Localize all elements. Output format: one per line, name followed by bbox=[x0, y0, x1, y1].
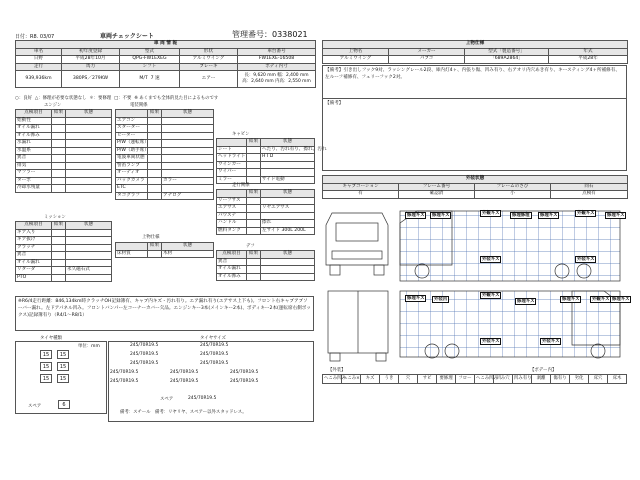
check-item-label: 始動性 bbox=[16, 117, 52, 125]
col-header: 走行 bbox=[16, 63, 62, 71]
check-result bbox=[247, 154, 261, 162]
vehicle-info-heading: 車 両 情 報 bbox=[16, 41, 316, 49]
body-legend-item: 床木 bbox=[608, 375, 627, 384]
tire-size-entry: 245/70R19.5 bbox=[200, 352, 229, 357]
check-row bbox=[116, 250, 214, 258]
engine-heading: エンジン bbox=[44, 103, 62, 108]
tire-mid-left: 15 bbox=[40, 362, 52, 371]
check-result bbox=[52, 185, 66, 193]
ext-legend-item: 穴 bbox=[399, 375, 418, 384]
check-status bbox=[66, 117, 112, 125]
damage-tag: 修理キズ bbox=[407, 296, 425, 301]
ext-legend-item: へこみ凹み bbox=[323, 375, 342, 384]
check-item-label: 電波車両状態 bbox=[116, 155, 148, 163]
check-status bbox=[162, 185, 214, 193]
check-item-label: スターター bbox=[116, 125, 148, 133]
body-legend-item: 凹み有り bbox=[513, 375, 532, 384]
check-item-label: オイル漏れ bbox=[217, 266, 247, 274]
check-status: H I D bbox=[261, 154, 315, 162]
col-header: 型式 bbox=[120, 48, 180, 56]
check-status: 木材 bbox=[162, 250, 214, 258]
top-spec-remarks-table bbox=[322, 65, 627, 171]
check-item-label: 異音 bbox=[16, 252, 52, 260]
check-row bbox=[116, 125, 214, 133]
damage-tag: 外観キズ bbox=[577, 211, 595, 216]
check-row bbox=[217, 161, 315, 169]
check-status bbox=[162, 155, 214, 163]
check-status bbox=[66, 125, 112, 133]
check-item-label: 水温系 bbox=[16, 147, 52, 155]
check-row bbox=[16, 162, 112, 170]
check-row bbox=[16, 274, 112, 282]
check-row bbox=[16, 252, 112, 260]
check-status bbox=[66, 155, 112, 163]
check-status bbox=[66, 252, 112, 260]
check-status bbox=[66, 237, 112, 245]
check-status bbox=[66, 185, 112, 193]
check-result bbox=[52, 132, 66, 140]
check-result bbox=[52, 155, 66, 163]
check-row bbox=[16, 267, 112, 275]
check-result bbox=[247, 205, 261, 213]
sheet-title: 車両チェックシート bbox=[100, 33, 154, 40]
check-item-label: クラッチ bbox=[16, 244, 52, 252]
check-status bbox=[162, 170, 214, 178]
uplift-year: 平成28年 bbox=[549, 56, 628, 64]
col-header: 初年度登録 bbox=[62, 48, 120, 56]
rear-view bbox=[328, 291, 388, 361]
damage-tag: 修理修理 bbox=[512, 213, 530, 218]
check-status bbox=[66, 170, 112, 178]
check-row bbox=[217, 227, 315, 235]
uplift-table: 結果 状態 床材質 木材 bbox=[115, 242, 214, 258]
check-status bbox=[66, 147, 112, 155]
check-result bbox=[52, 170, 66, 178]
tire-size-entry: 245/70R19.5 bbox=[130, 343, 159, 348]
remarks-text: ※R6/4走行距離：846,134km時クラッチOH記録簿有、キャブ内キズ・汚れ有り。エア漏れ有り(エアサス上下も)。フロント右キャブアブソーバー漏れ。左ドアパネル凹み。フロントバンパー左コーナーカバー欠品。エンジンキー3本(メインキー2本)、ボディキー2本(運転席右側ボックス)記録簿有り（R4/1〜R8/1） bbox=[16, 297, 314, 331]
spare-label: スペア bbox=[28, 404, 42, 409]
check-result bbox=[247, 161, 261, 169]
unit-label: 単位：mm bbox=[78, 344, 100, 349]
engine-table: 点検項目 結果 状態 始動性 オイル漏れ オイル滲み 水漏れ 水温系 異音 排気 マフラー ターボ 冷却水残量 bbox=[15, 109, 112, 193]
remarks-table bbox=[15, 296, 314, 331]
uplift-heading: 上物仕様 bbox=[142, 235, 160, 240]
check-result bbox=[247, 169, 261, 177]
body-legend-item: 傷有り bbox=[551, 375, 570, 384]
check-item-label: ギア入り bbox=[16, 229, 52, 237]
body-legend-item: 床穴 bbox=[589, 375, 608, 384]
check-status bbox=[261, 161, 315, 169]
check-item-label: ターボ bbox=[16, 177, 52, 185]
col-header: ボディ内寸 bbox=[238, 63, 316, 71]
check-result bbox=[52, 177, 66, 185]
check-result bbox=[148, 162, 162, 170]
check-result bbox=[52, 274, 66, 282]
check-status bbox=[66, 132, 112, 140]
def-heading: デフ bbox=[246, 244, 255, 249]
check-result bbox=[52, 259, 66, 267]
ext-legend-item: うき bbox=[380, 375, 399, 384]
check-status bbox=[261, 266, 315, 274]
check-item-label: リーフサス bbox=[217, 197, 247, 205]
uplift-serial: 「689A2864」 bbox=[465, 56, 549, 64]
check-status bbox=[162, 125, 214, 133]
damage-tag: 外観キズ bbox=[592, 297, 610, 302]
ext-legend-item: へこみ× bbox=[342, 375, 361, 384]
check-row bbox=[16, 237, 112, 245]
damage-tag: 修理キズ bbox=[607, 213, 625, 218]
body-inner-dims: 長：9,620 mm 幅：2,400 mm 高：2,640 mm 内高：2,550 mm bbox=[238, 71, 316, 88]
check-result bbox=[247, 146, 261, 154]
check-result bbox=[52, 117, 66, 125]
check-result bbox=[52, 140, 66, 148]
check-result bbox=[52, 147, 66, 155]
check-status: 擦れ bbox=[261, 220, 315, 228]
check-result bbox=[52, 267, 66, 275]
check-result bbox=[247, 258, 261, 266]
ext-legend-item: キズ bbox=[361, 375, 380, 384]
check-status: リヤエアサス bbox=[261, 205, 315, 213]
check-row bbox=[16, 147, 112, 155]
damage-tag: 外観キズ bbox=[482, 211, 500, 216]
ext-legend-item: サビ bbox=[418, 375, 437, 384]
col-header: 馬力 bbox=[62, 63, 120, 71]
check-item-label: エアコン bbox=[116, 117, 148, 125]
def-table: 点検項目 結果 状態 異音 オイル漏れ オイル滲み bbox=[216, 250, 315, 281]
check-row bbox=[217, 205, 315, 213]
check-status bbox=[261, 169, 315, 177]
damage-tag: 外装キズ bbox=[542, 339, 560, 344]
damage-tag: 修理キズ bbox=[517, 299, 535, 304]
check-row bbox=[116, 155, 214, 163]
check-item-label: オイル滲み bbox=[16, 132, 52, 140]
shift: M/T 7 速 bbox=[120, 71, 180, 88]
check-row bbox=[16, 244, 112, 252]
check-item-label: 床材質 bbox=[116, 250, 148, 258]
damage-tag: 外装凹 bbox=[434, 297, 448, 302]
tire-spare-label: スペア bbox=[160, 397, 174, 402]
check-row bbox=[217, 154, 315, 162]
check-status: カラー bbox=[162, 177, 214, 185]
tire-rear-right: 15 bbox=[57, 374, 69, 383]
check-status bbox=[261, 197, 315, 205]
check-row bbox=[116, 177, 214, 185]
body-legend-item: へこみ凹み bbox=[475, 375, 494, 384]
mission-table: 点検項目 結果 状態 ギア入り ギア抜け クラッチ 異音 オイル漏れ リターダ 永久磁石式 PTO bbox=[15, 221, 112, 282]
check-row bbox=[116, 185, 214, 193]
check-status: 永久磁石式 bbox=[66, 267, 112, 275]
check-result bbox=[148, 250, 162, 258]
check-row bbox=[217, 197, 315, 205]
check-result bbox=[148, 170, 162, 178]
check-item-label: ETC bbox=[116, 185, 148, 193]
tire-size-entry: 245/70R19.5 bbox=[200, 361, 229, 366]
check-status bbox=[162, 140, 214, 148]
check-row bbox=[16, 177, 112, 185]
check-result bbox=[247, 212, 261, 220]
ext-legend-item: フロー bbox=[456, 375, 475, 384]
check-item-label: PTO bbox=[16, 274, 52, 282]
damage-tag: 修理キズ bbox=[407, 213, 425, 218]
tire-size-entry: 245/70R19.5 bbox=[110, 379, 139, 384]
running-heading: 走行関係 bbox=[232, 183, 250, 188]
exterior-heading: 外装状態 bbox=[323, 176, 628, 184]
check-row bbox=[217, 169, 315, 177]
check-row bbox=[217, 258, 315, 266]
front-view bbox=[326, 213, 388, 275]
date-label: 日付：R8. 03/07 bbox=[15, 34, 55, 40]
check-result bbox=[247, 266, 261, 274]
check-row bbox=[217, 146, 315, 154]
check-row bbox=[116, 192, 214, 200]
vehicle-name: 日野 bbox=[16, 56, 62, 64]
check-status bbox=[66, 229, 112, 237]
body-legend-item: 剥離 bbox=[532, 375, 551, 384]
check-row bbox=[217, 273, 315, 281]
check-item-label: ギア抜け bbox=[16, 237, 52, 245]
chassis-number: FW1EXE-16508 bbox=[238, 56, 316, 64]
tire-spare: 6 bbox=[58, 400, 70, 409]
check-row bbox=[16, 185, 112, 193]
tire-size-entry: 245/70R19.5 bbox=[200, 343, 229, 348]
management-number: 管理番号：0338021 bbox=[232, 30, 308, 39]
top-spec-remarks-2: 【備考】 bbox=[323, 99, 627, 171]
check-status bbox=[162, 132, 214, 140]
check-result bbox=[247, 197, 261, 205]
tire-spare-size: 245/70R19.5 bbox=[188, 396, 217, 401]
tire-size-entry: 245/70R19.5 bbox=[170, 370, 199, 375]
check-item-label: P/W（助手席） bbox=[117, 147, 149, 153]
check-status bbox=[66, 259, 112, 267]
top-spec-remarks: 【備考】引き出しフック9対、ラッシングレール2段、庫内灯4ヶ、内張り傷、凹み有り、右アオリ内穴あき有り、キースティング4ヶ所補修有、左ルーフ補修有、フェリーフック2対。 bbox=[323, 66, 627, 99]
tire-size-entry: 245/70R19.5 bbox=[130, 361, 159, 366]
body-shape: アルミウイング bbox=[180, 56, 238, 64]
col-header: 形状 bbox=[180, 48, 238, 56]
check-result bbox=[148, 155, 162, 163]
check-row bbox=[16, 140, 112, 148]
running-table: 結果 状態 リーフサス エアサス リヤエアサス パワステ ハンドル 擦れ 燃料タンク 左サイド 300L 200L bbox=[216, 189, 315, 235]
check-result bbox=[148, 185, 162, 193]
check-row bbox=[16, 117, 112, 125]
check-result bbox=[52, 162, 66, 170]
truck-diagram bbox=[322, 203, 627, 363]
check-item-label: ヘッドライト bbox=[218, 154, 246, 159]
frame-number: 確認済 bbox=[399, 191, 475, 199]
check-item-label: 警笛ランプ bbox=[116, 162, 148, 170]
check-result bbox=[247, 220, 261, 228]
check-status bbox=[261, 258, 315, 266]
check-result bbox=[148, 140, 162, 148]
mission-heading: ミッション bbox=[44, 215, 66, 220]
check-item-label: シート bbox=[217, 146, 247, 154]
check-status bbox=[66, 244, 112, 252]
check-result bbox=[148, 117, 162, 125]
tire-type-heading: タイヤ種類 bbox=[40, 336, 62, 341]
ext-legend-item: 要修理 bbox=[437, 375, 456, 384]
check-status: 左サイド 300L 200L bbox=[261, 227, 315, 235]
check-row bbox=[116, 162, 214, 170]
check-status bbox=[162, 162, 214, 170]
side-view bbox=[400, 211, 620, 281]
check-status: へたり、汚れ有り、擦れ、汚れ bbox=[262, 146, 327, 152]
electrical-heading: 電装関係 bbox=[130, 103, 148, 108]
check-item-label: オイル滲み bbox=[217, 273, 247, 281]
damage-tag: 外装キズ bbox=[482, 257, 500, 262]
check-row bbox=[16, 170, 112, 178]
check-item-label: 水漏れ bbox=[16, 140, 52, 148]
tire-front-right: 15 bbox=[57, 350, 69, 359]
check-item-label: ハンドル bbox=[217, 220, 247, 228]
col-header: 車名 bbox=[16, 48, 62, 56]
damage-tag: 外観キズ bbox=[482, 293, 500, 298]
check-status bbox=[261, 212, 315, 220]
body-legend-item: 凹み穴 bbox=[494, 375, 513, 384]
check-item-label: ヒーター bbox=[116, 132, 148, 140]
check-row bbox=[116, 132, 214, 140]
check-item-label: 排気 bbox=[16, 162, 52, 170]
check-result bbox=[52, 229, 66, 237]
check-row bbox=[217, 266, 315, 274]
damage-tag: 修理キズ bbox=[562, 297, 580, 302]
tire-size-entry: 245/70R19.5 bbox=[230, 370, 259, 375]
check-item-label: マフラー bbox=[16, 170, 52, 178]
col-header: シフト bbox=[120, 63, 180, 71]
body-legend-item: 劣化 bbox=[570, 375, 589, 384]
horsepower: 380PS／279KW bbox=[62, 71, 120, 88]
exterior-table: 外装状態 キャブコーション フレーム番号 フレームのさび 同石 有 確認済 小 点検有 bbox=[322, 175, 628, 199]
electrical-table: 結果 状態 エアコン スターター ヒーター P/W（運転席） P/W（助手席） 電波車両状態 警笛ランプ オーディオ バックカメラ カラー ETC タコグラフ アナログ bbox=[115, 109, 214, 200]
damage-tag: 修理キズ bbox=[432, 213, 450, 218]
check-status: サイド電動 bbox=[261, 176, 315, 184]
tire-footer: 備考：スチール 備考：リヤリヤ、スペアー以外スタッドレス。 bbox=[120, 410, 247, 415]
check-result bbox=[52, 244, 66, 252]
tire-mid-right: 15 bbox=[57, 362, 69, 371]
check-status: アナログ bbox=[162, 192, 214, 200]
check-result bbox=[52, 237, 66, 245]
check-result bbox=[148, 177, 162, 185]
check-result bbox=[148, 147, 162, 155]
check-status bbox=[66, 177, 112, 185]
tire-size-heading: タイヤサイズ bbox=[200, 336, 226, 341]
cabin-table: 結果 状態 シート へたり、汚れ有り、擦れ、汚れ ヘッドライト H I D ウインカー ワイパー ミラー サイド電動 bbox=[218, 139, 327, 182]
check-item-label: ミラー bbox=[217, 176, 247, 184]
check-item-label: 異音 bbox=[217, 258, 247, 266]
check-item-label: エアサス bbox=[217, 205, 247, 213]
tire-size-entry: 245/70R19.5 bbox=[230, 379, 259, 384]
check-result bbox=[52, 252, 66, 260]
check-result bbox=[148, 132, 162, 140]
check-item-label: ワイパー bbox=[217, 169, 247, 177]
check-result bbox=[148, 125, 162, 133]
frame-rust: 小 bbox=[475, 191, 551, 199]
cabin-heading: キャビン bbox=[232, 132, 250, 137]
check-item-label: オイル漏れ bbox=[16, 259, 52, 267]
check-result bbox=[52, 125, 66, 133]
check-item-label: ウインカー bbox=[217, 161, 247, 169]
check-item-label: オーディオ bbox=[116, 170, 148, 178]
check-item-label: 異音 bbox=[16, 155, 52, 163]
tire-size-entry: 245/70R19.5 bbox=[110, 370, 139, 375]
uplift-name: アルミウイング bbox=[323, 56, 389, 64]
brake: エアー bbox=[180, 71, 238, 88]
check-item-label: タコグラフ bbox=[116, 192, 148, 200]
legend: ○：良好 △：修理が必要な状態なし ＊：要修理 □：不要 ※ あくまでも全体的見た目によるものです bbox=[15, 96, 219, 101]
exterior-legend-table bbox=[322, 374, 627, 384]
check-status bbox=[66, 274, 112, 282]
damage-tag: 外装キズ bbox=[577, 257, 595, 262]
top-spec-table: 上物仕様 上物名 メーカー 型式「製造番号」 年式 アルミウイング パブコ 「689A2864」 平成28年 bbox=[322, 40, 628, 64]
check-row bbox=[116, 117, 214, 125]
check-result bbox=[148, 192, 162, 200]
uplift-maker: パブコ bbox=[389, 56, 465, 64]
check-item-label: バックカメラ bbox=[116, 177, 148, 185]
damage-tag: 修理キズ bbox=[540, 213, 558, 218]
check-item-label: P/W（運転席） bbox=[117, 140, 149, 145]
check-row bbox=[16, 132, 112, 140]
stone-chip: 点検有 bbox=[551, 191, 628, 199]
top-spec-heading: 上物仕様 bbox=[323, 41, 628, 49]
body-legend-label: 【ボデー内】 bbox=[530, 368, 557, 373]
mileage: 939,936km bbox=[16, 71, 62, 88]
first-registration: 平成28年10月 bbox=[62, 56, 120, 64]
check-status bbox=[162, 147, 214, 155]
ext-legend-label: 【外装】 bbox=[328, 368, 346, 373]
check-status bbox=[162, 117, 214, 125]
vehicle-info-table bbox=[15, 40, 316, 88]
check-status bbox=[66, 140, 112, 148]
col-header: 車台番号 bbox=[238, 48, 316, 56]
check-item-label: パワステ bbox=[217, 212, 247, 220]
check-row bbox=[116, 147, 214, 155]
tire-front-left: 15 bbox=[40, 350, 52, 359]
check-row bbox=[116, 170, 214, 178]
check-row bbox=[16, 125, 112, 133]
check-row bbox=[16, 259, 112, 267]
damage-tag: 外装キズ bbox=[482, 339, 500, 344]
check-row bbox=[217, 220, 315, 228]
check-item-label: 燃料タンク bbox=[217, 227, 247, 235]
check-row bbox=[16, 155, 112, 163]
tire-rear-left: 15 bbox=[40, 374, 52, 383]
check-row bbox=[16, 229, 112, 237]
check-result bbox=[247, 273, 261, 281]
check-status bbox=[66, 162, 112, 170]
check-item-label: オイル漏れ bbox=[16, 125, 52, 133]
check-status bbox=[261, 273, 315, 281]
check-row bbox=[217, 212, 315, 220]
check-item-label: リターダ bbox=[16, 267, 52, 275]
tire-size-entry: 245/70R19.5 bbox=[130, 352, 159, 357]
model-code: QPG-FW1EXEG bbox=[120, 56, 180, 64]
check-result bbox=[247, 227, 261, 235]
cab-caution: 有 bbox=[323, 191, 399, 199]
damage-tag: 修理キズ bbox=[612, 297, 630, 302]
check-item-label: 冷却水残量 bbox=[16, 185, 52, 193]
tire-size-entry: 245/70R19.5 bbox=[170, 379, 199, 384]
col-header: ブレーキ bbox=[180, 63, 238, 71]
check-row bbox=[116, 140, 214, 148]
